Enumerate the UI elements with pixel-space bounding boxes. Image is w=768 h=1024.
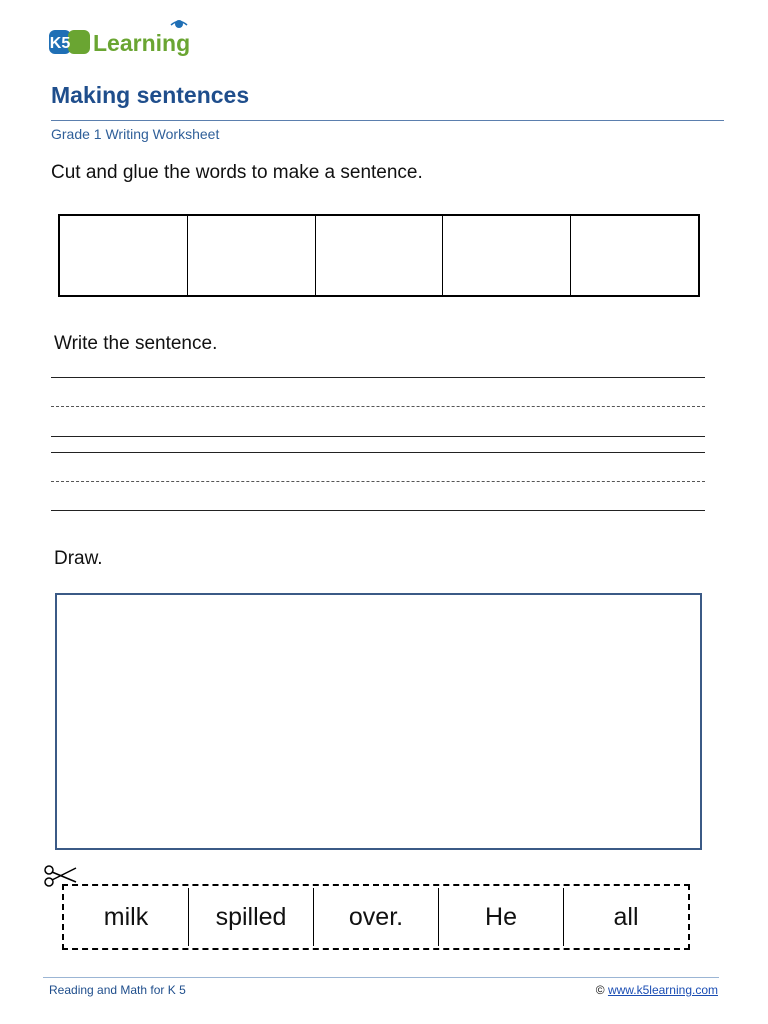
word-card[interactable]: over. — [313, 888, 438, 946]
logo-word: Learning — [93, 30, 191, 56]
cut-glue-instruction: Cut and glue the words to make a sentence. — [51, 162, 423, 183]
writing-line-top-1[interactable] — [51, 377, 705, 378]
draw-instruction: Draw. — [54, 548, 103, 569]
k5-learning-logo — [48, 16, 213, 60]
writing-line-base-1[interactable] — [51, 436, 705, 437]
write-instruction: Write the sentence. — [54, 333, 218, 354]
footer-website-link[interactable]: www.k5learning.com — [607, 983, 718, 997]
word-card[interactable]: He — [438, 888, 563, 946]
glue-box-1[interactable] — [60, 216, 187, 295]
word-card[interactable]: milk — [103, 902, 149, 931]
glue-boxes-row — [58, 214, 700, 297]
writing-line-base-2[interactable] — [51, 510, 705, 511]
writing-line-mid-1 — [51, 406, 705, 407]
glue-box-4[interactable] — [442, 216, 570, 295]
footer-divider — [43, 977, 719, 978]
drawing-area[interactable] — [55, 593, 702, 850]
word-card[interactable]: spilled — [188, 888, 313, 946]
writing-line-mid-2 — [51, 481, 705, 482]
footer-tagline: Reading and Math for K 5 — [49, 983, 186, 997]
word-card[interactable]: all — [563, 888, 688, 946]
glue-box-2[interactable] — [187, 216, 315, 295]
word-cutout-strip — [62, 884, 690, 950]
writing-line-top-2[interactable] — [51, 452, 705, 453]
title-divider — [51, 120, 724, 121]
footer-copyright — [596, 983, 718, 997]
glue-box-5[interactable] — [570, 216, 698, 295]
page-title: Making sentences — [51, 82, 250, 108]
glue-box-3[interactable] — [315, 216, 443, 295]
logo-k-text: K5 — [49, 35, 71, 52]
page-subtitle: Grade 1 Writing Worksheet — [51, 126, 220, 142]
copyright-symbol: © — [595, 983, 605, 997]
